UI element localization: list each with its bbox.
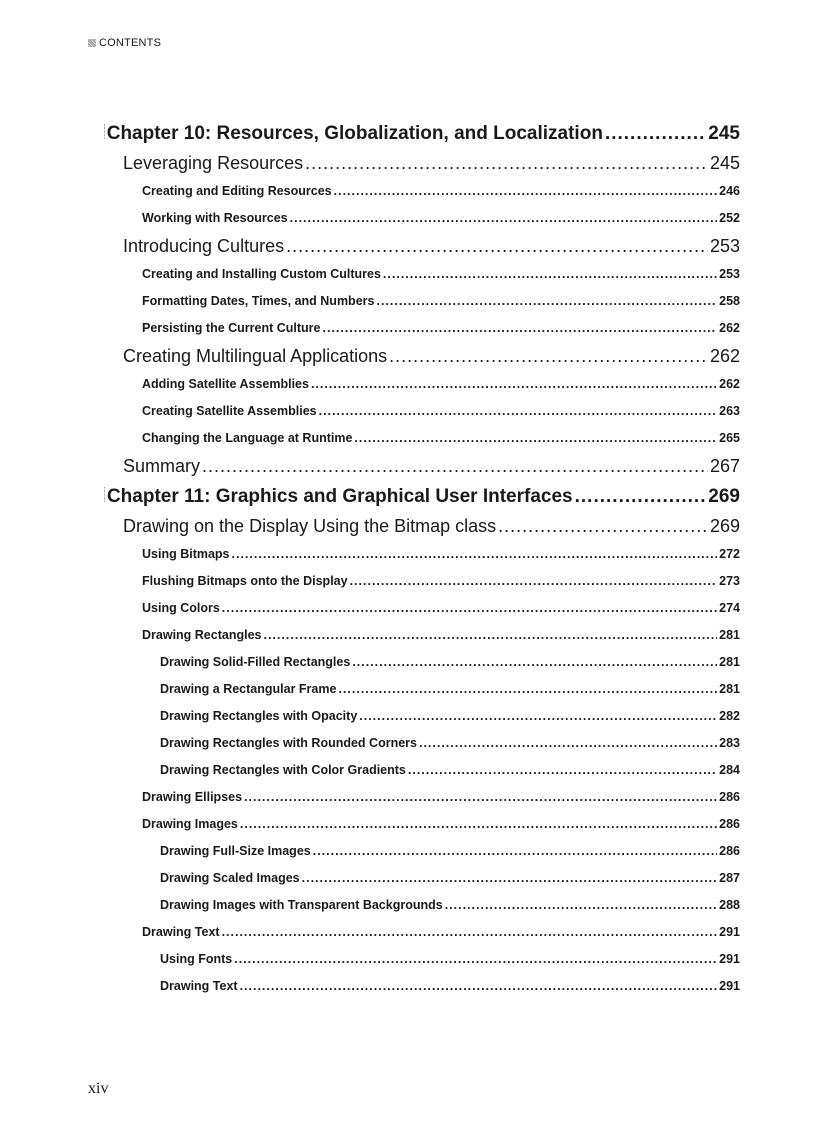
dot-leader [334, 178, 718, 205]
toc-entry-page: 262 [719, 377, 740, 391]
dot-leader [244, 784, 717, 811]
dot-leader [240, 973, 718, 1000]
toc-entry-page: 291 [719, 925, 740, 939]
dot-leader [311, 371, 717, 398]
toc-entry-title: Drawing Rectangles with Opacity [160, 709, 358, 723]
toc-entry-title: Drawing Images [142, 817, 238, 831]
toc-entry-subsub[interactable] [104, 892, 740, 919]
dot-leader [419, 730, 717, 757]
section-marker-icon [88, 39, 96, 47]
toc-entry-page: 288 [719, 898, 740, 912]
toc-entry-page: 281 [719, 655, 740, 669]
toc-entry-chapter[interactable] [104, 118, 740, 149]
toc-entry-sub[interactable] [104, 315, 740, 342]
toc-entry-title: Persisting the Current Culture [142, 321, 321, 335]
dot-leader [202, 452, 708, 481]
toc-entry-section[interactable] [104, 342, 740, 371]
toc-entry-page: 272 [719, 547, 740, 561]
toc-entry-subsub[interactable] [104, 973, 740, 1000]
dot-leader [389, 342, 708, 371]
toc-entry-page: 281 [719, 682, 740, 696]
dot-leader [222, 919, 718, 946]
dot-leader [313, 838, 717, 865]
toc-entry-chapter[interactable] [104, 481, 740, 512]
toc-entry-title: Drawing Full-Size Images [160, 844, 311, 858]
dot-leader [354, 425, 717, 452]
toc-entry-title: Creating Multilingual Applications [123, 346, 388, 366]
toc-entry-subsub[interactable] [104, 757, 740, 784]
toc-entry-title: Using Bitmaps [142, 547, 230, 561]
toc-entry-page: 246 [719, 184, 740, 198]
toc-entry-sub[interactable] [104, 784, 740, 811]
toc-entry-title: Summary [123, 456, 201, 476]
toc-entry-page: 273 [719, 574, 740, 588]
toc-entry-title: Drawing Rectangles [142, 628, 262, 642]
toc-entry-sub[interactable] [104, 541, 740, 568]
toc-entry-page: 286 [719, 844, 740, 858]
toc-entry-page: 269 [709, 516, 740, 536]
dot-leader [305, 149, 708, 178]
toc-entry-title: Drawing on the Display Using the Bitmap class [123, 516, 497, 536]
toc-entry-title: Drawing Ellipses [142, 790, 243, 804]
toc-entry-title: Drawing Solid-Filled Rectangles [160, 655, 351, 669]
toc-entry-page: 282 [719, 709, 740, 723]
toc-entry-title: Drawing Scaled Images [160, 871, 300, 885]
dot-leader [575, 481, 707, 512]
dot-leader [222, 595, 717, 622]
page-number: xiv [88, 1080, 109, 1097]
toc-entry-title: Chapter 11: Graphics and Graphical User Interfaces [106, 486, 573, 507]
toc-entry-title: Drawing a Rectangular Frame [160, 682, 337, 696]
dot-leader [234, 946, 717, 973]
toc-entry-title: Formatting Dates, Times, and Numbers [142, 294, 375, 308]
toc-entry-subsub[interactable] [104, 865, 740, 892]
dot-leader [319, 398, 718, 425]
toc-entry-page: 253 [719, 267, 740, 281]
toc-entry-section[interactable] [104, 512, 740, 541]
toc-entry-sub[interactable] [104, 205, 740, 232]
toc-entry-section[interactable] [104, 452, 740, 481]
toc-entry-title: Drawing Rectangles with Rounded Corners [160, 736, 417, 750]
toc-entry-sub[interactable] [104, 178, 740, 205]
toc-entry-sub[interactable] [104, 919, 740, 946]
dot-leader [352, 649, 717, 676]
toc-entry-page: 267 [709, 456, 740, 476]
toc-entry-page: 269 [708, 486, 740, 507]
toc-entry-sub[interactable] [104, 398, 740, 425]
toc-entry-title: Changing the Language at Runtime [142, 431, 353, 445]
toc-entry-page: 283 [719, 736, 740, 750]
dot-leader [445, 892, 717, 919]
dot-leader [350, 568, 718, 595]
toc-entry-sub[interactable] [104, 622, 740, 649]
chapter-marker-icon [104, 124, 105, 139]
toc-entry-title: Using Colors [142, 601, 220, 615]
dot-leader [338, 676, 717, 703]
toc-entry-sub[interactable] [104, 371, 740, 398]
dot-leader [323, 315, 718, 342]
toc-entry-page: 245 [708, 123, 740, 144]
toc-entry-subsub[interactable] [104, 730, 740, 757]
toc-entry-title: Chapter 10: Resources, Globalization, and Localization [106, 123, 603, 144]
table-of-contents [104, 118, 740, 1000]
toc-entry-title: Drawing Text [142, 925, 220, 939]
dot-leader [263, 622, 717, 649]
toc-entry-sub[interactable] [104, 811, 740, 838]
toc-entry-title: Adding Satellite Assemblies [142, 377, 309, 391]
running-head-label: CONTENTS [99, 37, 162, 49]
toc-entry-section[interactable] [104, 232, 740, 261]
dot-leader [408, 757, 717, 784]
toc-entry-page: 265 [719, 431, 740, 445]
toc-entry-page: 281 [719, 628, 740, 642]
chapter-marker-icon [104, 487, 105, 502]
toc-entry-page: 262 [719, 321, 740, 335]
dot-leader [290, 205, 718, 232]
toc-entry-page: 274 [719, 601, 740, 615]
toc-entry-section[interactable] [104, 149, 740, 178]
toc-entry-page: 252 [719, 211, 740, 225]
toc-entry-subsub[interactable] [104, 838, 740, 865]
toc-entry-title: Drawing Text [160, 979, 238, 993]
running-head [88, 37, 161, 49]
toc-entry-title: Creating Satellite Assemblies [142, 404, 317, 418]
toc-entry-sub[interactable] [104, 568, 740, 595]
toc-entry-page: 253 [709, 236, 740, 256]
toc-entry-title: Using Fonts [160, 952, 233, 966]
toc-entry-title: Drawing Rectangles with Color Gradients [160, 763, 406, 777]
toc-entry-page: 286 [719, 817, 740, 831]
toc-entry-sub[interactable] [104, 261, 740, 288]
dot-leader [240, 811, 717, 838]
dot-leader [232, 541, 718, 568]
toc-entry-title: Leveraging Resources [123, 153, 304, 173]
toc-entry-title: Drawing Images with Transparent Backgrounds [160, 898, 443, 912]
dot-leader [376, 288, 717, 315]
toc-entry-page: 291 [719, 952, 740, 966]
dot-leader [302, 865, 718, 892]
toc-entry-page: 284 [719, 763, 740, 777]
dot-leader [286, 232, 708, 261]
toc-entry-subsub[interactable] [104, 676, 740, 703]
toc-entry-subsub[interactable] [104, 649, 740, 676]
toc-entry-subsub[interactable] [104, 946, 740, 973]
toc-entry-page: 286 [719, 790, 740, 804]
toc-entry-title: Working with Resources [142, 211, 288, 225]
toc-entry-page: 245 [709, 153, 740, 173]
toc-entry-subsub[interactable] [104, 703, 740, 730]
dot-leader [605, 118, 706, 149]
toc-entry-sub[interactable] [104, 425, 740, 452]
dot-leader [383, 261, 717, 288]
dot-leader [359, 703, 717, 730]
toc-entry-sub[interactable] [104, 288, 740, 315]
toc-entry-page: 262 [709, 346, 740, 366]
toc-entry-page: 263 [719, 404, 740, 418]
dot-leader [498, 512, 708, 541]
toc-entry-title: Creating and Editing Resources [142, 184, 332, 198]
toc-entry-title: Introducing Cultures [123, 236, 285, 256]
toc-entry-title: Creating and Installing Custom Cultures [142, 267, 381, 281]
toc-entry-title: Flushing Bitmaps onto the Display [142, 574, 348, 588]
toc-entry-sub[interactable] [104, 595, 740, 622]
toc-entry-page: 287 [719, 871, 740, 885]
toc-entry-page: 258 [719, 294, 740, 308]
toc-entry-page: 291 [719, 979, 740, 993]
